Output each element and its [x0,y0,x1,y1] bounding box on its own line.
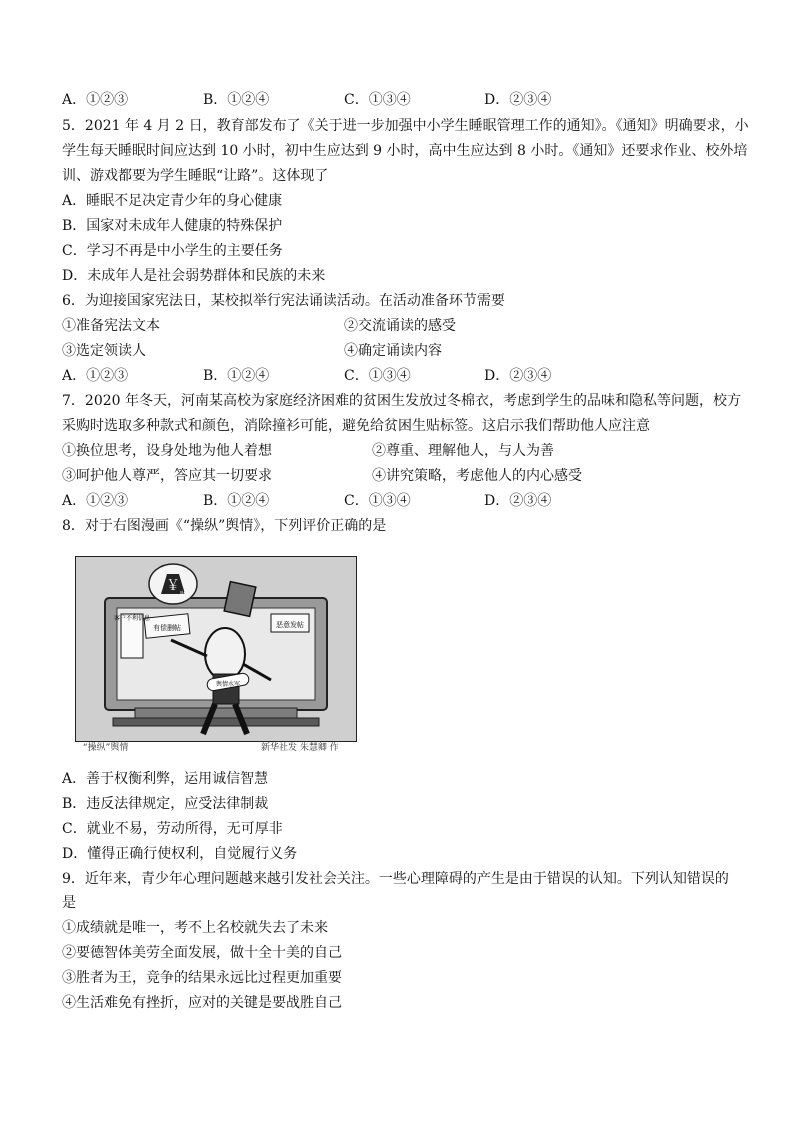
q5-stem-line1: 5．2021 年 4 月 2 日，教育部发布了《关于进一步加强中小学生睡眠管理工作的通知》。《通知》明确要求，小 [62,118,749,134]
q9-item-1: ①成绩就是唯一，考不上名校就失去了未来 [62,920,328,936]
q4-option-b[interactable]: B．①②④ [203,92,270,108]
sign-mid-text: 有偿删帖 [153,624,181,632]
q8-option-b[interactable]: B．违反法律规定，应受法律制裁 [62,796,269,812]
q6-item-2: ②交流诵读的感受 [344,318,456,334]
q4-option-d[interactable]: D．②③④ [484,92,552,108]
q9-item-4: ④生活难免有挫折，应对的关键是要战胜自己 [62,995,342,1011]
cartoon-illustration [75,556,357,742]
q4-option-c[interactable]: C．①③④ [344,92,411,108]
q7-option-b[interactable]: B．①②④ [203,493,270,509]
money-symbol: ￥ [166,578,180,594]
q6-option-d[interactable]: D．②③④ [484,368,552,384]
sign-right-text: 恶意发帖 [276,621,304,629]
q6-stem: 6．为迎接国家宪法日，某校拟举行宪法诵读活动。在活动准备环节需要 [62,293,505,309]
cartoon-caption-left: “操纵”舆情 [83,743,129,753]
q7-item-1: ①换位思考，设身处地为他人着想 [62,443,272,459]
sign-left-text: 客户不利信息 [113,615,151,622]
q5-option-d[interactable]: D．未成年人是社会弱势群体和民族的未来 [62,268,326,284]
q7-option-a[interactable]: A．①②③ [62,493,129,509]
q7-option-d[interactable]: D．②③④ [484,493,552,509]
q7-stem-line2: 采购时选取多种款式和颜色，消除撞衫可能，避免给贫困生贴标签。这启示我们帮助他人应注意 [62,418,650,434]
q9-stem-line1: 9．近年来，青少年心理问题越来越引发社会关注。一些心理障碍的产生是由于错误的认知。下列认知错误的 [62,871,729,887]
q5-option-b[interactable]: B．国家对未成年人健康的特殊保护 [62,218,283,234]
q8-option-a[interactable]: A．善于权衡利弊，运用诚信智慧 [62,771,269,787]
q7-item-4: ④讲究策略，考虑他人的内心感受 [372,468,582,484]
q5-stem-line2: 学生每天睡眠时间应达到 10 小时，初中生应达到 9 小时，高中生应达到 8 小时。《通知》还要求作业、校外培 [62,143,748,159]
q7-item-2: ②尊重、理解他人，与人为善 [372,443,554,459]
q8-stem: 8．对于右图漫画《“操纵”舆情》，下列评价正确的是 [62,518,387,534]
q6-item-3: ③选定领读人 [62,343,146,359]
q4-option-a[interactable]: A．①②③ [62,92,129,108]
q6-option-b[interactable]: B．①②④ [203,368,270,384]
q6-item-1: ①准备宪法文本 [62,318,160,334]
q7-item-3: ③呵护他人尊严，答应其一切要求 [62,468,272,484]
q5-option-c[interactable]: C．学习不再是中小学生的主要任务 [62,243,283,259]
cartoon-caption-right: 新华社发 朱慧卿 作 [261,743,339,753]
q7-stem-line1: 7．2020 年冬天，河南某高校为家庭经济困难的贫困生发放过冬棉衣，考虑到学生的品味和隐私等问题，校方 [62,393,741,409]
q9-item-2: ②要德智体美劳全面发展，做十全十美的自己 [62,945,342,961]
q6-option-a[interactable]: A．①②③ [62,368,129,384]
money-label: 财 [179,591,187,598]
q9-item-3: ③胜者为王，竞争的结果永远比过程更加重要 [62,970,342,986]
q5-stem-line3: 训、游戏都要为学生睡眠“让路”。这体现了 [62,168,329,184]
cartoon-figure [75,556,357,756]
q7-option-c[interactable]: C．①③④ [344,493,411,509]
q6-option-c[interactable]: C．①③④ [344,368,411,384]
badge-text: 舆情水军 [215,681,241,688]
q8-option-d[interactable]: D．懂得正确行使权利，自觉履行义务 [62,846,298,862]
q9-stem-line2: 是 [62,895,76,911]
q8-option-c[interactable]: C．就业不易，劳动所得，无可厚非 [62,821,283,837]
q5-option-a[interactable]: A．睡眠不足决定青少年的身心健康 [62,193,283,209]
q6-item-4: ④确定诵读内容 [344,343,442,359]
